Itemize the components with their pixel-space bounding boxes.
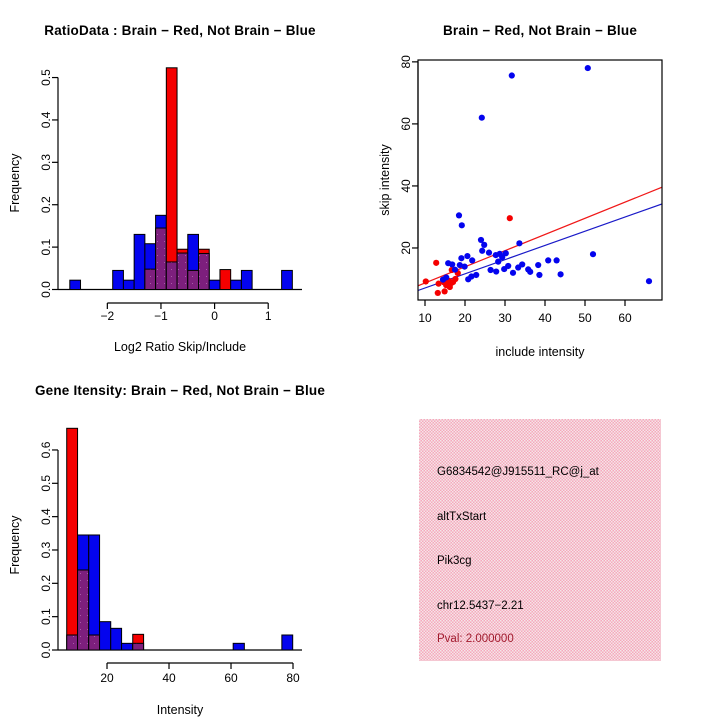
info-line-event-type: altTxStart: [437, 511, 487, 523]
svg-text:0.5: 0.5: [39, 69, 53, 86]
svg-text:0.0: 0.0: [39, 281, 53, 298]
svg-text:30: 30: [498, 311, 512, 325]
svg-text:60: 60: [399, 117, 413, 131]
info-line-pval: Pval: 2.000000: [437, 633, 514, 645]
x-axis-label: Intensity: [156, 703, 204, 717]
svg-text:20: 20: [458, 311, 472, 325]
intensity-scatter-chart: [360, 0, 720, 360]
panel-ratio-histogram: [0, 0, 360, 360]
svg-text:50: 50: [578, 311, 592, 325]
svg-text:40: 40: [538, 311, 552, 325]
svg-text:0.3: 0.3: [39, 153, 53, 171]
info-line-location: chr12.5437−2.21: [437, 600, 524, 612]
chart-title: RatioData : Brain − Red, Not Brain − Blue: [44, 23, 316, 38]
svg-text:10: 10: [418, 311, 432, 325]
ratio-histogram-chart: [0, 0, 360, 360]
y-axis-label: skip intensity: [378, 144, 392, 216]
svg-text:60: 60: [618, 311, 632, 325]
svg-text:20: 20: [399, 241, 413, 255]
svg-text:1: 1: [264, 309, 272, 323]
svg-text:−1: −1: [154, 309, 168, 323]
gene-info-box: [419, 419, 661, 661]
chart-title: Brain − Red, Not Brain − Blue: [442, 23, 638, 38]
svg-text:0.5: 0.5: [39, 474, 53, 492]
svg-text:0.3: 0.3: [39, 541, 53, 559]
chart-title: Gene Itensity: Brain − Red, Not Brain − Blue: [34, 383, 326, 398]
svg-text:0.1: 0.1: [39, 238, 53, 256]
svg-text:0.4: 0.4: [39, 508, 53, 525]
panel-gene-histogram: [0, 360, 360, 720]
svg-text:0: 0: [211, 309, 218, 323]
panel-intensity-scatter: [360, 0, 720, 360]
svg-text:80: 80: [399, 55, 413, 69]
x-axis-label: Log2 Ratio Skip/Include: [113, 340, 247, 354]
info-line-gene: Pik3cg: [437, 555, 472, 567]
svg-text:0.6: 0.6: [39, 441, 53, 459]
svg-text:0.1: 0.1: [39, 608, 53, 626]
svg-text:40: 40: [162, 671, 176, 685]
svg-text:40: 40: [399, 179, 413, 193]
svg-text:60: 60: [224, 671, 238, 685]
svg-text:0.0: 0.0: [39, 641, 53, 659]
svg-text:0.2: 0.2: [39, 196, 53, 214]
svg-text:20: 20: [100, 671, 114, 685]
svg-text:0.4: 0.4: [39, 111, 53, 129]
gene-histogram-chart: [0, 360, 360, 720]
svg-text:0.2: 0.2: [39, 574, 53, 592]
y-axis-label: Frequency: [8, 515, 22, 575]
panel-info: [360, 360, 720, 720]
y-axis-label: Frequency: [8, 153, 22, 213]
svg-text:−2: −2: [100, 309, 115, 323]
x-axis-label: include intensity: [495, 345, 585, 359]
svg-text:80: 80: [286, 671, 300, 685]
info-line-probeset: G6834542@J915511_RC@j_at: [437, 466, 599, 478]
